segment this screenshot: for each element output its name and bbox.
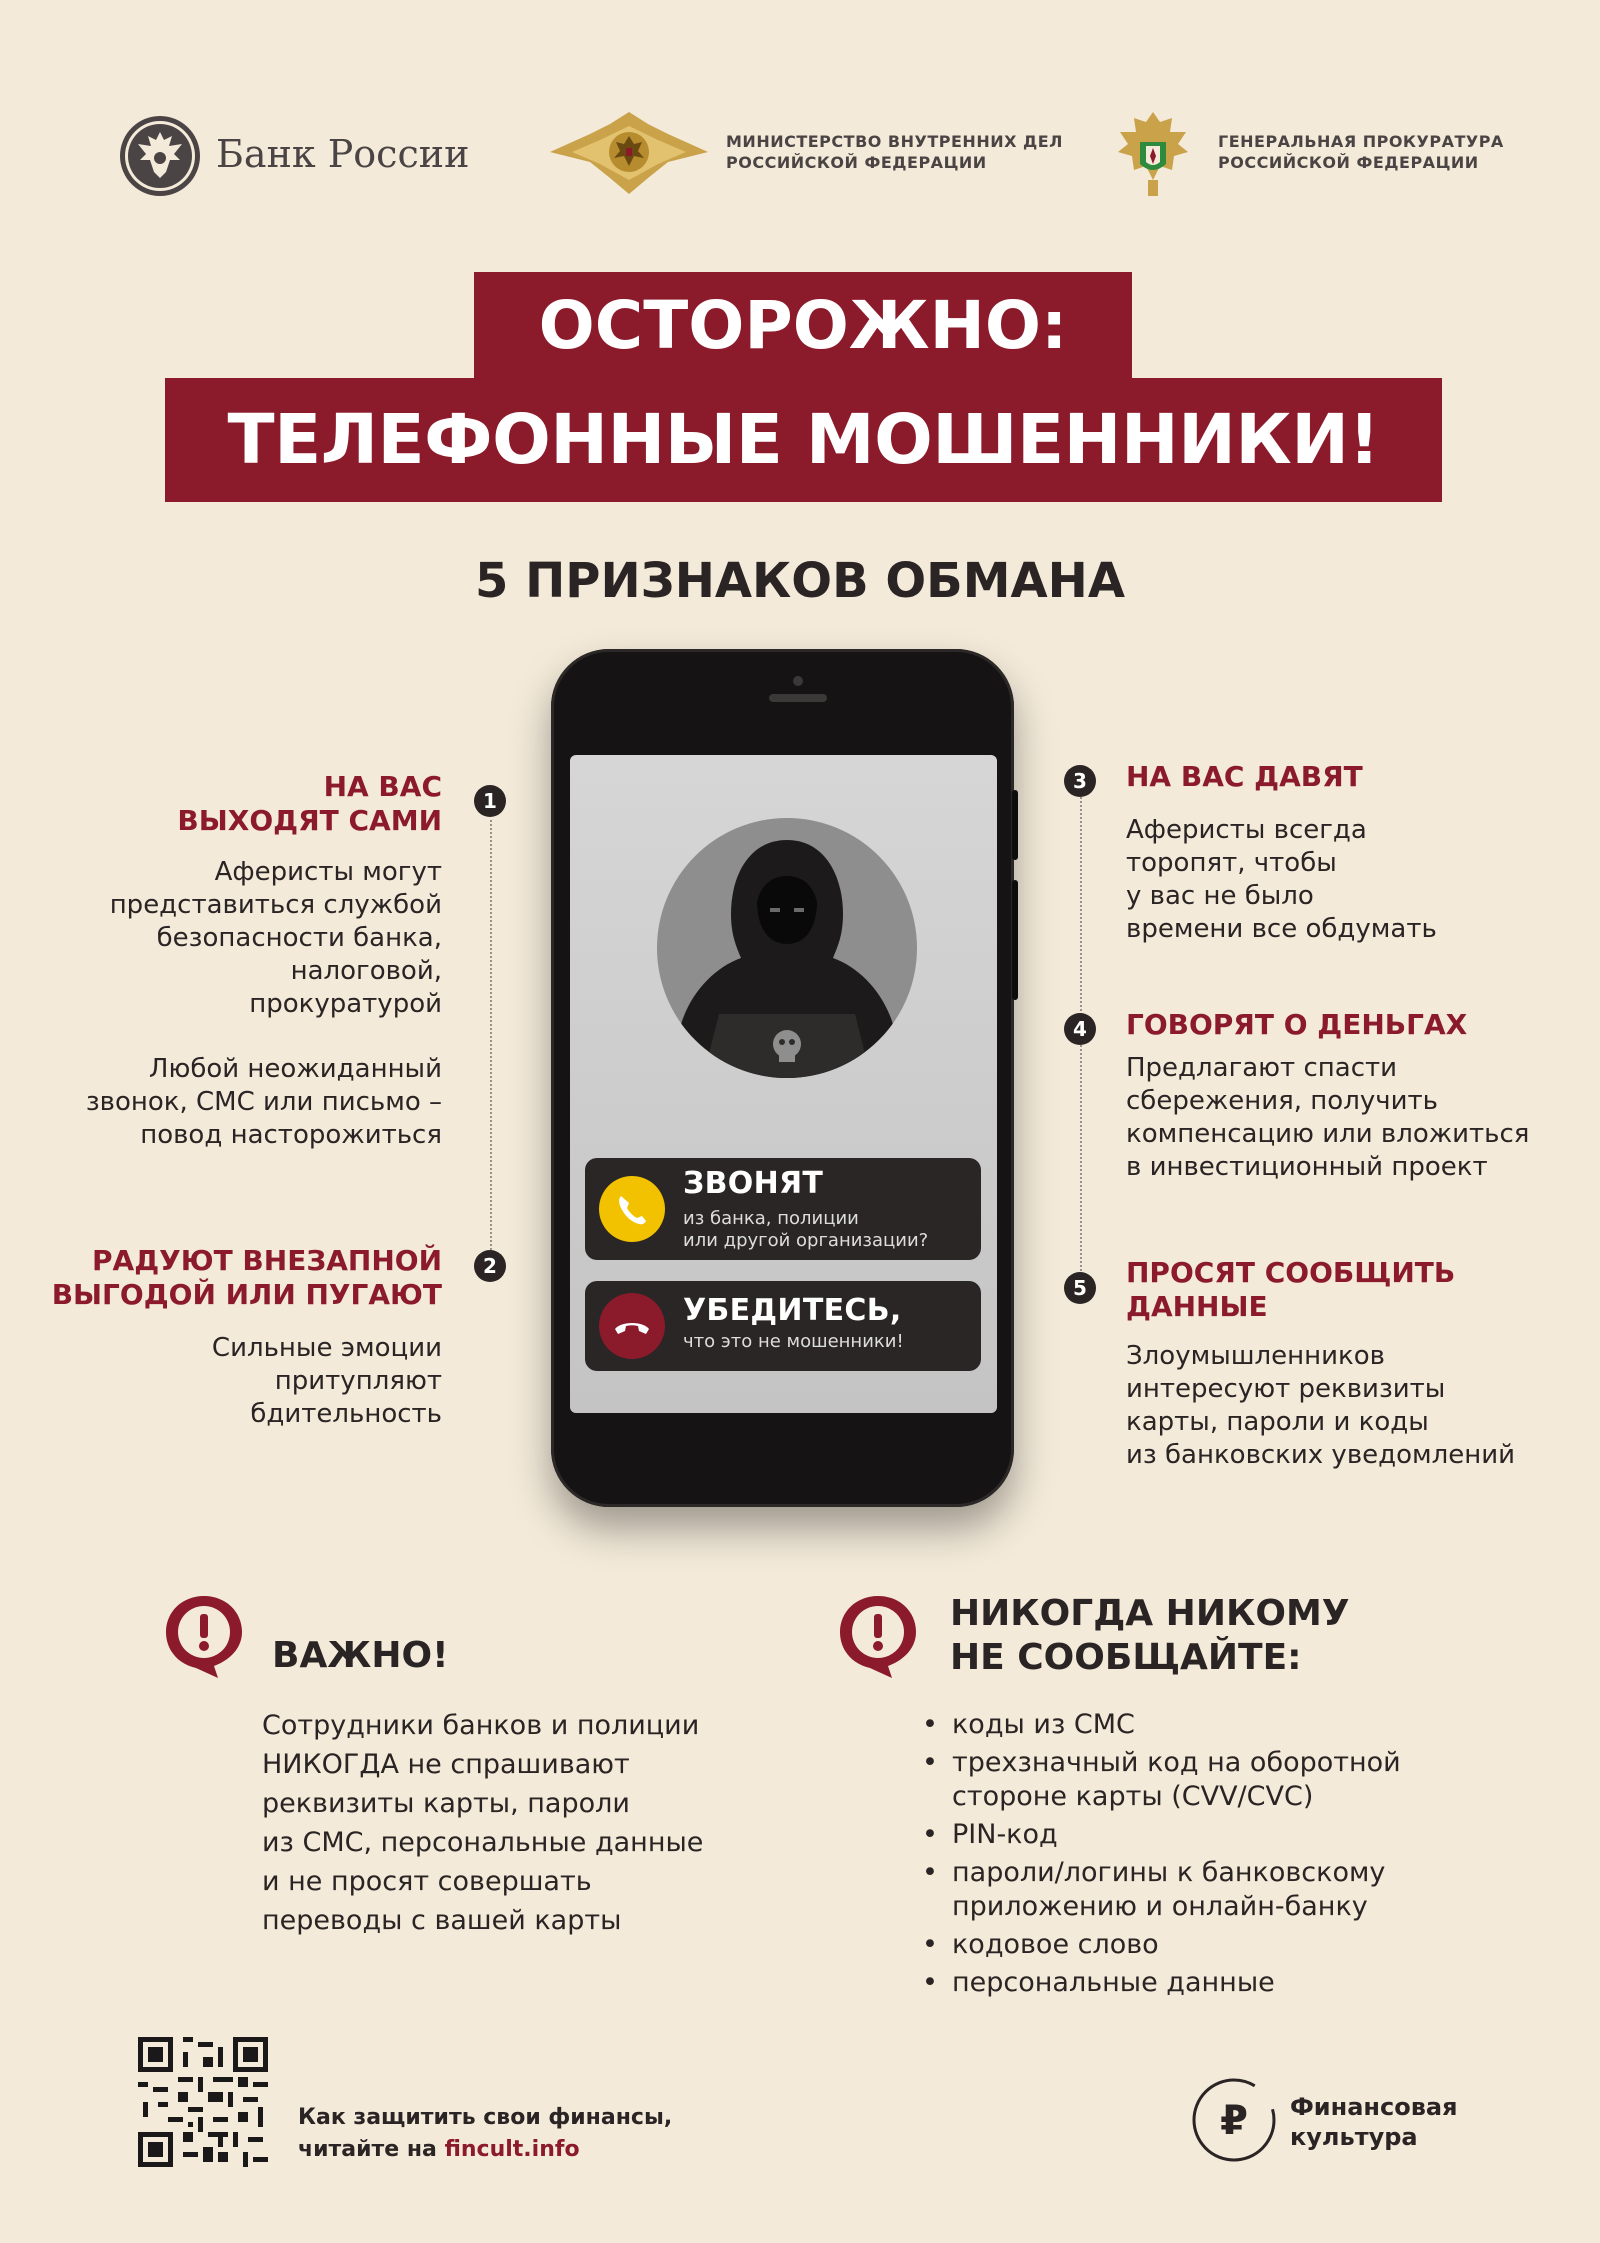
sign-number-5: 5 bbox=[1064, 1272, 1096, 1304]
phone-side-button bbox=[1012, 880, 1018, 1000]
list-item: • PIN-код bbox=[916, 1818, 1436, 1852]
phone-camera bbox=[793, 676, 803, 686]
hang-up-icon bbox=[599, 1293, 665, 1359]
list-item: • пароли/логины к банковскому приложению и онлайн-банку bbox=[916, 1856, 1436, 1924]
verify-subtitle: что это не мошенники! bbox=[683, 1331, 904, 1352]
verify-title: УБЕДИТЕСЬ, bbox=[683, 1293, 902, 1328]
sign-1-text: Аферисты могут представиться службой безопасности банка, налоговой, прокуратурой bbox=[109, 857, 442, 1019]
sign-number-2: 2 bbox=[474, 1250, 506, 1282]
header bbox=[0, 0, 1600, 240]
qr-code-icon[interactable] bbox=[138, 2037, 268, 2167]
prosecutor-emblem-icon bbox=[1110, 108, 1196, 200]
phone-side-button bbox=[1012, 790, 1018, 860]
call-subtitle: из банка, полиции или другой организации? bbox=[683, 1208, 929, 1251]
incoming-call-card bbox=[585, 1158, 981, 1260]
call-title: ЗВОНЯТ bbox=[683, 1166, 824, 1201]
accept-call-button[interactable] bbox=[599, 1176, 665, 1242]
phone-speaker bbox=[769, 694, 827, 702]
phone-handset-icon bbox=[599, 1176, 665, 1242]
sign-1-title: НА ВАС ВЫХОДЯТ САМИ bbox=[177, 770, 442, 837]
sign-number-3: 3 bbox=[1064, 765, 1096, 797]
important-title: ВАЖНО! bbox=[272, 1635, 449, 1676]
fincult-link[interactable]: fincult.info bbox=[444, 2137, 580, 2162]
bank-name: Банк России bbox=[216, 132, 470, 176]
sign-number-4: 4 bbox=[1064, 1013, 1096, 1045]
list-item: • коды из СМС bbox=[916, 1708, 1436, 1742]
sign-4-title: ГОВОРЯТ О ДЕНЬГАХ bbox=[1126, 1008, 1468, 1041]
hooded-scammer-icon bbox=[657, 818, 917, 1078]
subtitle: 5 ПРИЗНАКОВ ОБМАНА bbox=[474, 553, 1125, 609]
title-line-2: ТЕЛЕФОННЫЕ МОШЕННИКИ! bbox=[165, 378, 1442, 502]
svg-text:₽: ₽ bbox=[1220, 2098, 1248, 2144]
never-list bbox=[916, 1708, 1436, 2004]
sign-2-title: РАДУЮТ ВНЕЗАПНОЙ ВЫГОДОЙ ИЛИ ПУГАЮТ bbox=[51, 1244, 442, 1311]
bank-of-russia-emblem-icon bbox=[118, 114, 202, 198]
list-item: • кодовое слово bbox=[916, 1928, 1436, 1962]
title-line-1: ОСТОРОЖНО: bbox=[474, 272, 1132, 380]
never-title: НИКОГДА НИКОМУ НЕ СООБЩАЙТЕ: bbox=[950, 1593, 1350, 1678]
list-item: • персональные данные bbox=[916, 1966, 1436, 2000]
exclamation-bubble-icon bbox=[834, 1592, 922, 1680]
sign-4-text: Предлагают спасти сбережения, получить компенсацию или вложиться в инвестиционный проект bbox=[1126, 1053, 1530, 1182]
sign-5-text: Злоумышленников интересуют реквизиты карты, пароли и коды из банковских уведомлений bbox=[1126, 1341, 1516, 1470]
exclamation-bubble-icon bbox=[160, 1592, 248, 1680]
fincult-logo-icon bbox=[1190, 2076, 1278, 2164]
sign-3-text: Аферисты всегда торопят, чтобы у вас не было времени все обдумать bbox=[1126, 815, 1437, 944]
footer-text: Как защитить свои финансы, читайте на fincult.info bbox=[298, 2105, 673, 2162]
sign-5-title: ПРОСЯТ СООБЩИТЬ ДАННЫЕ bbox=[1126, 1256, 1456, 1323]
decline-call-button[interactable] bbox=[599, 1293, 665, 1359]
mvd-name: МИНИСТЕРСТВО ВНУТРЕННИХ ДЕЛ РОССИЙСКОЙ ФЕДЕРАЦИИ bbox=[726, 132, 1063, 172]
important-text: Сотрудники банков и полиции НИКОГДА не спрашивают реквизиты карты, пароли из СМС, персональные данные и не просят совершать переводы с вашей карты bbox=[262, 1710, 704, 1936]
caller-avatar bbox=[657, 818, 917, 1078]
decline-call-card bbox=[585, 1281, 981, 1371]
sign-2-text: Сильные эмоции притупляют бдительность bbox=[211, 1333, 442, 1429]
prosecutor-name: ГЕНЕРАЛЬНАЯ ПРОКУРАТУРА РОССИЙСКОЙ ФЕДЕРАЦИИ bbox=[1218, 132, 1504, 172]
sign-3-title: НА ВАС ДАВЯТ bbox=[1126, 760, 1363, 793]
fincult-name: Финансовая культура bbox=[1290, 2093, 1458, 2151]
sign-1-text-2: Любой неожиданный звонок, СМС или письмо – повод насторожиться bbox=[85, 1054, 442, 1150]
connector-line bbox=[490, 820, 492, 1250]
mvd-emblem-icon bbox=[550, 104, 708, 200]
list-item: • трехзначный код на оборотной стороне карты (CVV/CVC) bbox=[916, 1746, 1436, 1814]
sign-number-1: 1 bbox=[474, 785, 506, 817]
